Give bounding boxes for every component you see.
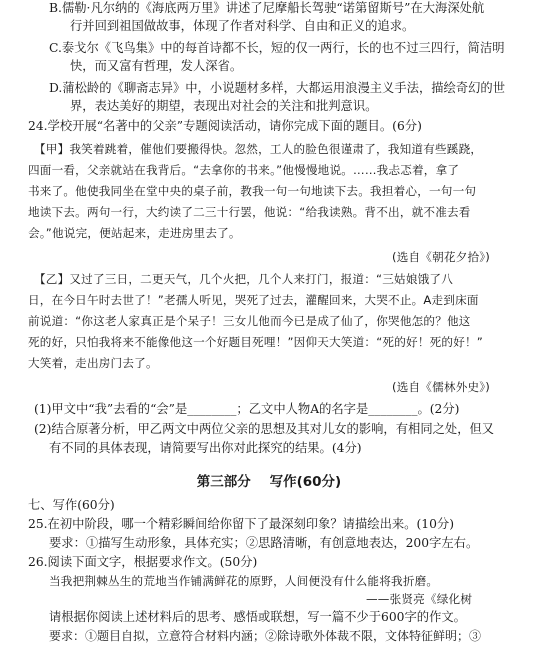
question-24-sub2-line1: (2)结合原著分析，甲乙两文中两位父亲的思想及其对儿女的影响，有相同之处，但又 — [34, 422, 495, 436]
quote-source: ——张贤亮《绿化树 — [366, 592, 473, 606]
question-24-sub2-line2: 有不同的具体表现，请简要写出你对此探究的结果。(4分) — [49, 441, 362, 455]
passage-yi-line: 前说道：“你这老人家真正是个呆子！三女儿他而今已是成了仙了，你哭他怎的？他这 — [28, 314, 471, 328]
section-writing: 七、写作(60分) — [28, 498, 115, 512]
question-24-sub1: (1)甲文中“我”去看的“会”是________；乙文中人物A的名字是________。(2分) — [34, 402, 460, 416]
part3-title: 第三部分 写作(60分) — [196, 474, 342, 490]
passage-yi-line: 日，在今日午时去世了！”老孺人听见，哭死了过去，灌醒回来，大哭不止。A走到床面 — [28, 293, 479, 307]
passage-jia-line: 【甲】我笑着跳着，催他们要搬得快。忽然，工人的脸色很谨肃了，我知道有些蹊跷， — [34, 142, 483, 156]
passage-yi-line: 【乙】又过了三日，二更天气，几个火把，几个人来打门，报道：“三姑娘饿了八 — [34, 272, 453, 286]
question-24-stem: 24.学校开展“名著中的父亲”专题阅读活动，请你完成下面的题目。(6分) — [28, 119, 422, 133]
option-b-line2: 行并回到祖国做故事，体现了作者对科学、自由和正义的追求。 — [70, 19, 415, 33]
passage-yi-line: 死的好，只怕我将来不能像他这一个好题目死哩！”因仰天大笑道：“死的好！死的好！” — [28, 335, 483, 349]
passage-jia-line: 地读下去。两句一行，大约读了二三十行罢，他说：“给我读熟。背不出，就不准去看 — [28, 205, 471, 219]
essay-requirements-line1: 要求：①题目自拟，立意符合材料内涵；②除诗歌外体裁不限，文体特征鲜明；③ — [49, 629, 482, 643]
passage-jia-source: (选自《朝花夕拾》) — [392, 250, 490, 264]
option-c-line2: 快，而又富有哲理，发人深省。 — [70, 59, 243, 73]
essay-prompt: 请根据你阅读上述材料后的思考、感悟或联想，写一篇不少于600字的作文。 — [49, 610, 466, 624]
passage-yi-source: (选自《儒林外史》) — [392, 380, 490, 394]
option-b-line1: B.儒勒·凡尔纳的《海底两万里》讲述了尼摩船长驾驶“诺第留斯号”在大海深处航 — [49, 1, 485, 15]
option-c-line1: C.泰戈尔《飞鸟集》中的每首诗都不长，短的仅一两行，长的也不过三四行，简洁明 — [49, 41, 505, 55]
question-26: 26.阅读下面文字，根据要求作文。(50分) — [28, 555, 258, 569]
question-25: 25.在初中阶段，哪一个精彩瞬间给你留下了最深刻印象？请描绘出来。(10分) — [28, 517, 455, 531]
passage-jia-line: 四面一看，父亲就站在我背后。“去拿你的书来。”他慢慢地说。……我忐忑着，拿了 — [28, 163, 460, 177]
passage-jia-line: 书来了。他使我同坐在堂中央的桌子前，教我一句一句地读下去。我担着心，一句一句 — [28, 184, 477, 198]
question-25-requirements: 要求：①描写生动形象，具体充实；②思路清晰，有创意地表达，200字左右。 — [49, 536, 479, 550]
option-d-line2: 界，表达美好的期望，表现出对社会的关注和批判意识。 — [70, 99, 378, 113]
passage-yi-line: 大笑着，走出房门去了。 — [28, 356, 158, 370]
option-d-line1: D.蒲松龄的《聊斋志异》中，小说题材多样，大都运用浪漫主义手法，描绘奇幻的世 — [49, 81, 506, 95]
quote-text: 当我把荆棘丛生的荒地当作铺满鲜花的原野，人间便没有什么能将我折磨。 — [49, 574, 439, 588]
passage-jia-line: 会。”他说完，便站起来，走进房里去了。 — [28, 226, 241, 240]
